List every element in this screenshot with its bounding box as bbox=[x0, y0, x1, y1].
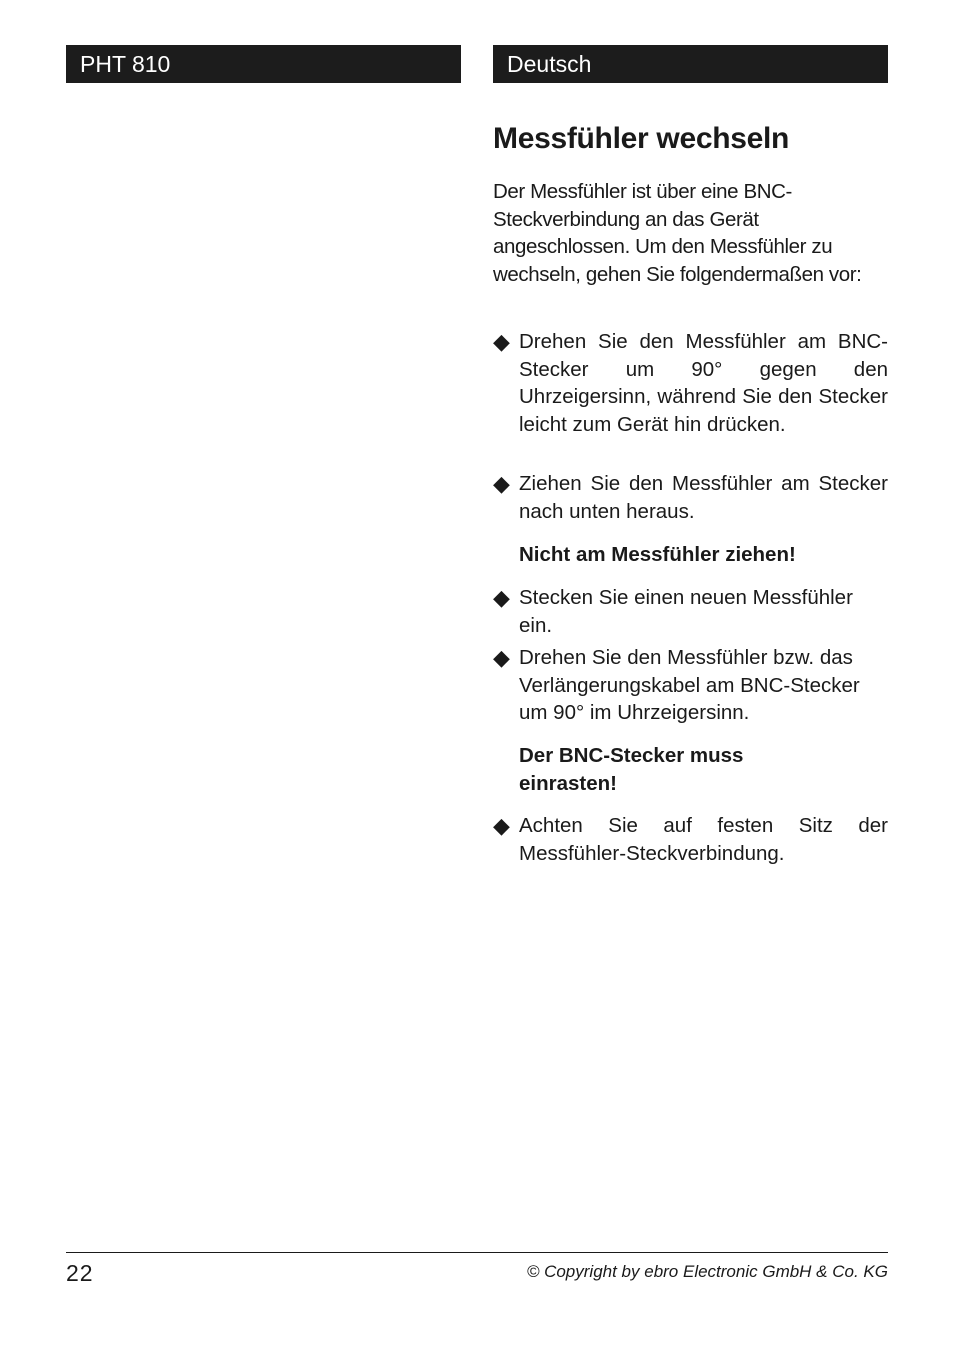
intro-paragraph: Der Messfühler ist über eine BNC-Steckverbindung an das Gerät angeschlossen. Um den Messfühler zu wechseln, gehen Sie folgendermaßen vor: bbox=[493, 180, 862, 286]
diamond-bullet-icon: ◆ bbox=[493, 645, 510, 670]
header-language-bar bbox=[493, 45, 888, 83]
step-3 bbox=[493, 584, 888, 639]
step-4 bbox=[493, 644, 888, 727]
diamond-bullet-icon: ◆ bbox=[493, 585, 510, 610]
step-text: Drehen Sie den Messfühler am BNC-Stecker um 90° gegen den Uhrzeigersinn, während Sie den Stecker leicht zum Gerät hin drücken. bbox=[519, 330, 888, 436]
copyright-notice: © Copyright by ebro Electronic GmbH & Co. KG bbox=[526, 1262, 888, 1281]
language-label: Deutsch bbox=[507, 51, 592, 77]
step-1 bbox=[493, 328, 888, 438]
warning-note: Der BNC-Stecker muss einrasten! bbox=[519, 744, 744, 795]
diamond-bullet-icon: ◆ bbox=[493, 329, 510, 354]
warning-note: Nicht am Messfühler ziehen! bbox=[519, 543, 796, 566]
page-number: 22 bbox=[66, 1260, 94, 1286]
step-text: Drehen Sie den Messfühler bzw. das Verlängerungskabel am BNC-Stecker um 90° im Uhrzeigersinn. bbox=[519, 646, 860, 724]
step-5 bbox=[493, 812, 888, 867]
step-2 bbox=[493, 470, 888, 525]
step-text: Ziehen Sie den Messfühler am Stecker nach unten heraus. bbox=[519, 472, 888, 523]
diamond-bullet-icon: ◆ bbox=[493, 813, 510, 838]
step-text: Stecken Sie einen neuen Messfühler ein. bbox=[519, 586, 853, 637]
step-text: Achten Sie auf festen Sitz der Messfühler-Steckverbindung. bbox=[519, 814, 888, 865]
product-name: PHT 810 bbox=[80, 51, 171, 77]
header-product-bar bbox=[66, 45, 461, 83]
footer-divider bbox=[66, 1252, 888, 1253]
diamond-bullet-icon: ◆ bbox=[493, 471, 510, 496]
section-title: Messfühler wechseln bbox=[493, 122, 790, 155]
